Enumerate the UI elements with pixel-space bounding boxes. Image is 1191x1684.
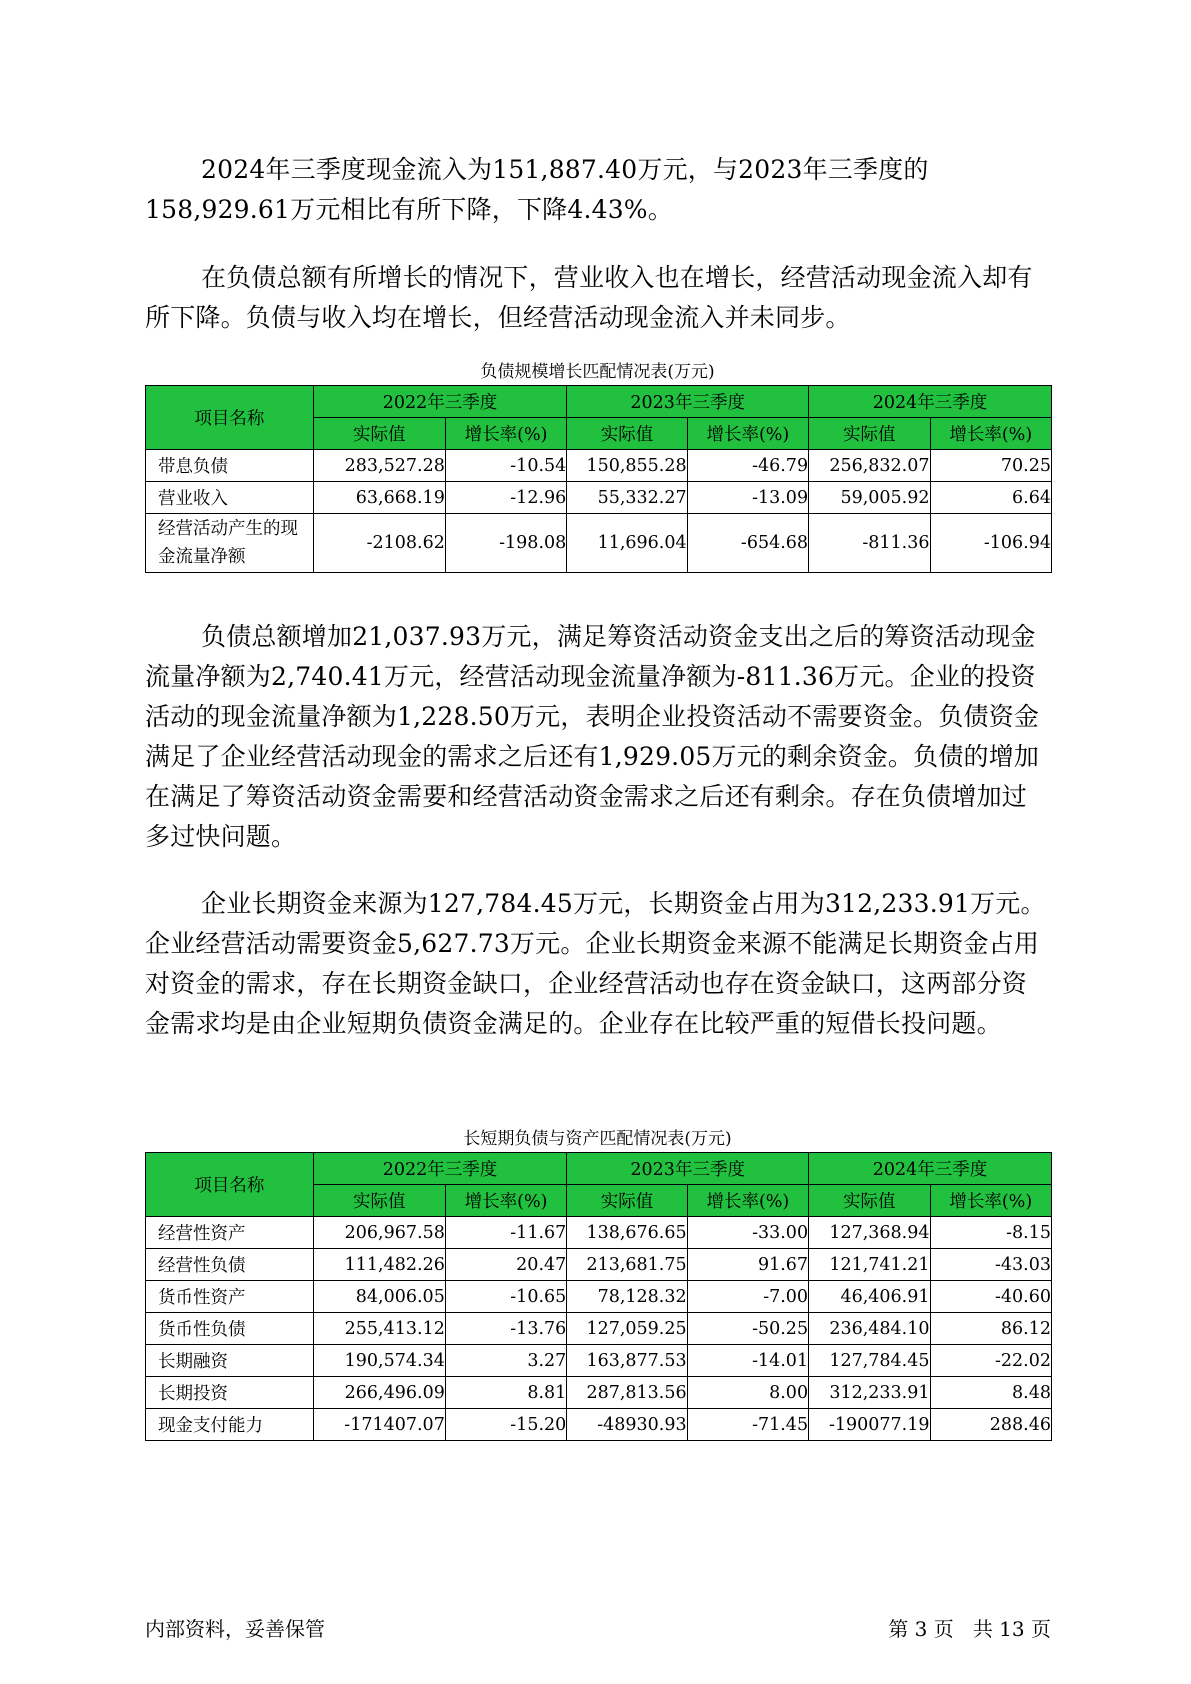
- cell-value: 150,855.28: [567, 450, 687, 482]
- table1-name-header: 项目名称: [146, 386, 314, 450]
- cell-value: 46,406.91: [809, 1281, 930, 1313]
- row-name: 现金支付能力: [146, 1409, 314, 1441]
- row-name: 经营性负债: [146, 1249, 314, 1281]
- row-name: 经营活动产生的现金流量净额: [146, 514, 314, 573]
- cell-growth: -12.96: [445, 482, 566, 514]
- cell-growth: -7.00: [687, 1281, 808, 1313]
- cell-growth: -198.08: [445, 514, 566, 573]
- cell-growth: -71.45: [687, 1409, 808, 1441]
- table-row: [146, 514, 1052, 573]
- table1-year-2024: 2024年三季度: [809, 386, 1052, 418]
- table-row: [146, 1313, 1052, 1345]
- cell-value: 213,681.75: [567, 1249, 687, 1281]
- cell-value: 283,527.28: [313, 450, 445, 482]
- cell-value: 190,574.34: [313, 1345, 445, 1377]
- table2-sub-growth: 增长率(%): [930, 1185, 1051, 1217]
- row-name: 长期投资: [146, 1377, 314, 1409]
- table2-name-header: 项目名称: [146, 1153, 314, 1217]
- cell-growth: 20.47: [445, 1249, 566, 1281]
- table-row: [146, 482, 1052, 514]
- cell-value: -2108.62: [313, 514, 445, 573]
- table1-sub-growth: 增长率(%): [930, 418, 1051, 450]
- cell-value: 121,741.21: [809, 1249, 930, 1281]
- cell-growth: -40.60: [930, 1281, 1051, 1313]
- cell-growth: -13.76: [445, 1313, 566, 1345]
- cell-value: 256,832.07: [809, 450, 930, 482]
- table2-year-2024: 2024年三季度: [809, 1153, 1052, 1185]
- table2-sub-actual: 实际值: [567, 1185, 687, 1217]
- table1-sub-growth: 增长率(%): [445, 418, 566, 450]
- cell-growth: -654.68: [687, 514, 808, 573]
- cell-growth: -8.15: [930, 1217, 1051, 1249]
- cell-value: 287,813.56: [567, 1377, 687, 1409]
- table-row: [146, 1377, 1052, 1409]
- table2-year-2023: 2023年三季度: [567, 1153, 809, 1185]
- table-row: [146, 1409, 1052, 1441]
- cell-value: 127,368.94: [809, 1217, 930, 1249]
- table2-year-2022: 2022年三季度: [313, 1153, 567, 1185]
- row-name: 长期融资: [146, 1345, 314, 1377]
- cell-growth: -22.02: [930, 1345, 1051, 1377]
- cell-growth: 8.81: [445, 1377, 566, 1409]
- row-name: 货币性资产: [146, 1281, 314, 1313]
- cell-value: 266,496.09: [313, 1377, 445, 1409]
- cell-value: -48930.93: [567, 1409, 687, 1441]
- row-name: 带息负债: [146, 450, 314, 482]
- cell-growth: -13.09: [687, 482, 808, 514]
- table1-year-2023: 2023年三季度: [567, 386, 809, 418]
- cell-growth: 86.12: [930, 1313, 1051, 1345]
- table1-sub-actual: 实际值: [567, 418, 687, 450]
- cell-value: 312,233.91: [809, 1377, 930, 1409]
- cell-growth: -50.25: [687, 1313, 808, 1345]
- table1-sub-growth: 增长率(%): [687, 418, 808, 450]
- table2-sub-growth: 增长率(%): [445, 1185, 566, 1217]
- paragraph-debt-growth: 在负债总额有所增长的情况下，营业收入也在增长，经营活动现金流入却有所下降。负债与收入均在增长，但经营活动现金流入并未同步。: [145, 263, 1033, 332]
- table-asset-liability: [145, 1152, 1052, 1441]
- table-row: [146, 1217, 1052, 1249]
- table-debt-growth: [145, 385, 1052, 573]
- cell-growth: -106.94: [930, 514, 1051, 573]
- cell-value: 163,877.53: [567, 1345, 687, 1377]
- page-number: 第 3 页 共 13 页: [888, 1617, 1051, 1641]
- cell-value: 127,059.25: [567, 1313, 687, 1345]
- table1-year-2022: 2022年三季度: [313, 386, 567, 418]
- cell-value: 255,413.12: [313, 1313, 445, 1345]
- table-row: [146, 450, 1052, 482]
- cell-growth: -10.65: [445, 1281, 566, 1313]
- table2-caption: 长短期负债与资产匹配情况表(万元): [463, 1129, 732, 1149]
- table-row: [146, 1249, 1052, 1281]
- cell-growth: -11.67: [445, 1217, 566, 1249]
- cell-growth: -43.03: [930, 1249, 1051, 1281]
- footer-note: 内部资料，妥善保管: [145, 1617, 325, 1641]
- cell-growth: 288.46: [930, 1409, 1051, 1441]
- row-name: 营业收入: [146, 482, 314, 514]
- cell-value: -811.36: [809, 514, 930, 573]
- cell-value: -190077.19: [809, 1409, 930, 1441]
- cell-value: 206,967.58: [313, 1217, 445, 1249]
- cell-growth: -10.54: [445, 450, 566, 482]
- table1-caption: 负债规模增长匹配情况表(万元): [480, 362, 715, 382]
- cell-growth: 6.64: [930, 482, 1051, 514]
- cell-growth: -33.00: [687, 1217, 808, 1249]
- cell-growth: 8.00: [687, 1377, 808, 1409]
- cell-growth: 70.25: [930, 450, 1051, 482]
- table2-sub-growth: 增长率(%): [687, 1185, 808, 1217]
- cell-value: -171407.07: [313, 1409, 445, 1441]
- cell-value: 55,332.27: [567, 482, 687, 514]
- paragraph-cash-inflow: 2024年三季度现金流入为151,887.40万元，与2023年三季度的158,929.61万元相比有所下降，下降4.43%。: [145, 155, 929, 224]
- cell-value: 236,484.10: [809, 1313, 930, 1345]
- cell-value: 63,668.19: [313, 482, 445, 514]
- cell-value: 11,696.04: [567, 514, 687, 573]
- row-name: 经营性资产: [146, 1217, 314, 1249]
- table-row: [146, 1281, 1052, 1313]
- cell-growth: 91.67: [687, 1249, 808, 1281]
- paragraph-debt-increase: 负债总额增加21,037.93万元，满足筹资活动资金支出之后的筹资活动现金流量净额为2,740.41万元，经营活动现金流量净额为-811.36万元。企业的投资活动的现金流量净额为1,228.50万元，表明企业投资活动不需要资金。负债资金满足了企业经营活动现金的需求之后还有1,929.05万元的剩余资金。负债的增加在满足了筹资活动资金需要和经营活动资金需求之后还有剩余。存在负债增加过多过快问题。: [145, 622, 1040, 851]
- table2-sub-actual: 实际值: [313, 1185, 445, 1217]
- cell-value: 127,784.45: [809, 1345, 930, 1377]
- table1-sub-actual: 实际值: [313, 418, 445, 450]
- cell-value: 138,676.65: [567, 1217, 687, 1249]
- cell-growth: 3.27: [445, 1345, 566, 1377]
- paragraph-long-term-funds: 企业长期资金来源为127,784.45万元，长期资金占用为312,233.91万元。企业经营活动需要资金5,627.73万元。企业长期资金来源不能满足长期资金占用对资金的需求，存在长期资金缺口，企业经营活动也存在资金缺口，这两部分资金需求均是由企业短期负债资金满足的。企业存在比较严重的短借长投问题。: [145, 889, 1046, 1038]
- table-row: [146, 1345, 1052, 1377]
- cell-value: 111,482.26: [313, 1249, 445, 1281]
- cell-value: 78,128.32: [567, 1281, 687, 1313]
- cell-growth: -15.20: [445, 1409, 566, 1441]
- table1-sub-actual: 实际值: [809, 418, 930, 450]
- row-name: 货币性负债: [146, 1313, 314, 1345]
- table2-sub-actual: 实际值: [809, 1185, 930, 1217]
- cell-value: 59,005.92: [809, 482, 930, 514]
- cell-growth: -14.01: [687, 1345, 808, 1377]
- cell-value: 84,006.05: [313, 1281, 445, 1313]
- cell-growth: -46.79: [687, 450, 808, 482]
- cell-growth: 8.48: [930, 1377, 1051, 1409]
